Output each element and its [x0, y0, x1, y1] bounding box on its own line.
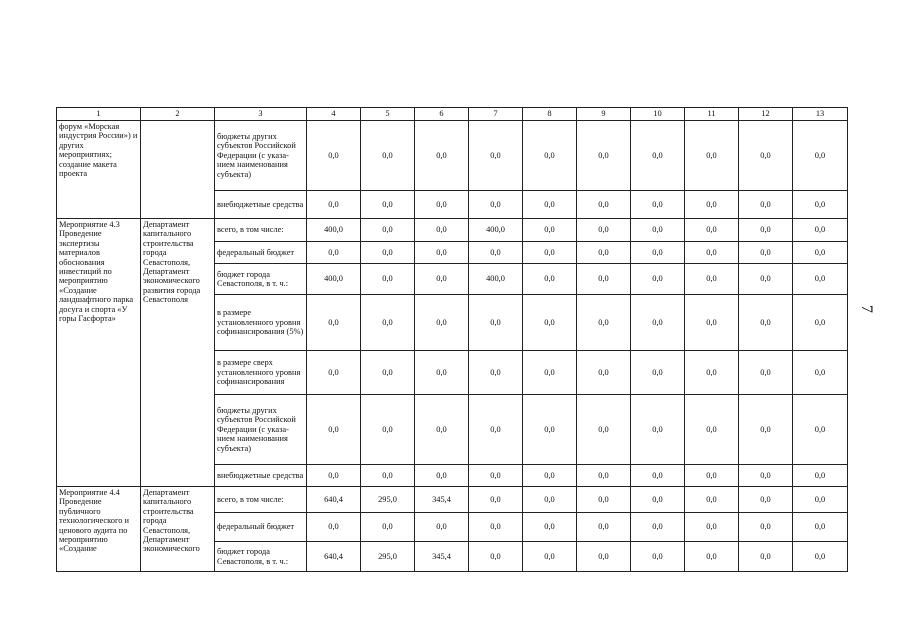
- funding-source-cell: бюджет города Севастополя, в т. ч.:: [215, 264, 307, 295]
- amount-cell: 0,0: [631, 465, 685, 487]
- amount-cell: 400,0: [307, 264, 361, 295]
- amount-cell: 0,0: [739, 264, 793, 295]
- amount-cell: 0,0: [631, 513, 685, 542]
- header-cell: 2: [141, 108, 215, 121]
- amount-cell: 0,0: [307, 395, 361, 465]
- amount-cell: 0,0: [523, 487, 577, 513]
- header-cell: 3: [215, 108, 307, 121]
- amount-cell: 0,0: [685, 513, 739, 542]
- amount-cell: 0,0: [739, 513, 793, 542]
- amount-cell: 0,0: [523, 295, 577, 351]
- amount-cell: 0,0: [631, 219, 685, 242]
- amount-cell: 0,0: [739, 465, 793, 487]
- amount-cell: 0,0: [685, 264, 739, 295]
- amount-cell: 295,0: [361, 487, 415, 513]
- amount-cell: 0,0: [361, 513, 415, 542]
- amount-cell: 0,0: [577, 242, 631, 264]
- amount-cell: 0,0: [523, 191, 577, 219]
- amount-cell: 0,0: [739, 191, 793, 219]
- amount-cell: 0,0: [523, 121, 577, 191]
- amount-cell: 0,0: [793, 219, 848, 242]
- amount-cell: 0,0: [361, 351, 415, 395]
- table-row: [57, 487, 848, 513]
- amount-cell: 0,0: [523, 219, 577, 242]
- amount-cell: 0,0: [685, 242, 739, 264]
- amount-cell: 0,0: [685, 219, 739, 242]
- amount-cell: 0,0: [415, 465, 469, 487]
- amount-cell: 640,4: [307, 542, 361, 572]
- amount-cell: 0,0: [631, 121, 685, 191]
- amount-cell: 0,0: [739, 219, 793, 242]
- amount-cell: 0,0: [415, 121, 469, 191]
- amount-cell: 0,0: [793, 351, 848, 395]
- amount-cell: 0,0: [577, 351, 631, 395]
- header-cell: 12: [739, 108, 793, 121]
- amount-cell: 0,0: [631, 295, 685, 351]
- funding-source-cell: всего, в том числе:: [215, 219, 307, 242]
- amount-cell: 0,0: [415, 295, 469, 351]
- activity-name-cell: форум «Морская индустрия России») и других мероприятиях; создание макета проекта: [57, 121, 141, 219]
- amount-cell: 0,0: [523, 513, 577, 542]
- amount-cell: 0,0: [793, 542, 848, 572]
- amount-cell: 0,0: [631, 351, 685, 395]
- amount-cell: 0,0: [307, 351, 361, 395]
- header-cell: 6: [415, 108, 469, 121]
- amount-cell: 0,0: [685, 295, 739, 351]
- responsible-executor-cell: [141, 121, 215, 219]
- header-cell: 13: [793, 108, 848, 121]
- funding-source-cell: всего, в том числе:: [215, 487, 307, 513]
- amount-cell: 0,0: [577, 542, 631, 572]
- amount-cell: 0,0: [307, 121, 361, 191]
- amount-cell: 0,0: [361, 219, 415, 242]
- amount-cell: 0,0: [793, 487, 848, 513]
- amount-cell: 0,0: [307, 295, 361, 351]
- amount-cell: 0,0: [523, 465, 577, 487]
- amount-cell: 0,0: [685, 465, 739, 487]
- amount-cell: 0,0: [469, 513, 523, 542]
- amount-cell: 0,0: [577, 219, 631, 242]
- amount-cell: 345,4: [415, 542, 469, 572]
- amount-cell: 0,0: [577, 465, 631, 487]
- header-cell: 9: [577, 108, 631, 121]
- amount-cell: 0,0: [523, 351, 577, 395]
- amount-cell: 0,0: [523, 395, 577, 465]
- header-cell: 8: [523, 108, 577, 121]
- amount-cell: 0,0: [361, 295, 415, 351]
- amount-cell: 0,0: [361, 264, 415, 295]
- amount-cell: 0,0: [307, 465, 361, 487]
- amount-cell: 0,0: [631, 542, 685, 572]
- amount-cell: 0,0: [739, 351, 793, 395]
- header-cell: 10: [631, 108, 685, 121]
- amount-cell: 0,0: [631, 242, 685, 264]
- header-cell: 1: [57, 108, 141, 121]
- table-row: [57, 121, 848, 191]
- amount-cell: 0,0: [523, 542, 577, 572]
- funding-source-cell: в размере сверх установленного уровня софинансирования: [215, 351, 307, 395]
- amount-cell: 0,0: [577, 264, 631, 295]
- funding-source-cell: федеральный бюджет: [215, 242, 307, 264]
- funding-source-cell: бюджет города Севастополя, в т. ч.:: [215, 542, 307, 572]
- amount-cell: 400,0: [469, 264, 523, 295]
- amount-cell: 0,0: [793, 513, 848, 542]
- amount-cell: 0,0: [685, 487, 739, 513]
- funding-source-cell: внебюджетные средства: [215, 191, 307, 219]
- amount-cell: 0,0: [739, 542, 793, 572]
- amount-cell: 0,0: [577, 395, 631, 465]
- amount-cell: 0,0: [361, 395, 415, 465]
- activity-name-cell: Мероприятие 4.4 Проведение публичного технологического и ценового аудита по мероприятию «Создание: [57, 487, 141, 572]
- funding-source-cell: внебюджетные средства: [215, 465, 307, 487]
- amount-cell: 0,0: [739, 121, 793, 191]
- amount-cell: 0,0: [415, 395, 469, 465]
- amount-cell: 0,0: [469, 121, 523, 191]
- activity-name-cell: Мероприятие 4.3 Проведение экспертизы материалов обоснования инвестиций по мероприятию «Создание ландшафтного парка досуга и спорта «У горы Гасфорта»: [57, 219, 141, 487]
- amount-cell: 0,0: [577, 295, 631, 351]
- amount-cell: 0,0: [793, 465, 848, 487]
- amount-cell: 400,0: [307, 219, 361, 242]
- header-cell: 7: [469, 108, 523, 121]
- amount-cell: 0,0: [415, 264, 469, 295]
- header-row: [57, 108, 848, 121]
- amount-cell: 400,0: [469, 219, 523, 242]
- amount-cell: 0,0: [523, 264, 577, 295]
- amount-cell: 0,0: [685, 121, 739, 191]
- amount-cell: 640,4: [307, 487, 361, 513]
- amount-cell: 0,0: [739, 295, 793, 351]
- amount-cell: 0,0: [469, 542, 523, 572]
- amount-cell: 0,0: [469, 465, 523, 487]
- header-cell: 11: [685, 108, 739, 121]
- amount-cell: 0,0: [793, 395, 848, 465]
- amount-cell: 0,0: [685, 542, 739, 572]
- funding-source-cell: федеральный бюджет: [215, 513, 307, 542]
- funding-source-cell: бюджеты других субъектов Российской Федерации (с указа-нием наименования субъекта): [215, 121, 307, 191]
- amount-cell: 0,0: [469, 295, 523, 351]
- amount-cell: 0,0: [631, 191, 685, 219]
- amount-cell: 0,0: [307, 191, 361, 219]
- amount-cell: 0,0: [361, 121, 415, 191]
- funding-table: [56, 107, 848, 572]
- responsible-executor-cell: Департамент капитального строительства города Севастополя, Департамент экономического: [141, 487, 215, 572]
- amount-cell: 345,4: [415, 487, 469, 513]
- amount-cell: 0,0: [415, 219, 469, 242]
- amount-cell: 0,0: [631, 487, 685, 513]
- amount-cell: 0,0: [577, 487, 631, 513]
- amount-cell: 0,0: [361, 465, 415, 487]
- header-cell: 4: [307, 108, 361, 121]
- amount-cell: 0,0: [577, 513, 631, 542]
- amount-cell: 0,0: [631, 264, 685, 295]
- amount-cell: 0,0: [415, 513, 469, 542]
- amount-cell: 0,0: [523, 242, 577, 264]
- funding-source-cell: бюджеты других субъектов Российской Федерации (с указа-нием наименования субъекта): [215, 395, 307, 465]
- amount-cell: 0,0: [577, 191, 631, 219]
- amount-cell: 0,0: [469, 351, 523, 395]
- amount-cell: 0,0: [793, 242, 848, 264]
- funding-source-cell: в размере установленного уровня софинансирования (5%): [215, 295, 307, 351]
- amount-cell: 0,0: [415, 191, 469, 219]
- amount-cell: 0,0: [469, 242, 523, 264]
- amount-cell: 0,0: [793, 121, 848, 191]
- header-cell: 5: [361, 108, 415, 121]
- amount-cell: 0,0: [361, 242, 415, 264]
- responsible-executor-cell: Департамент капитального строительства города Севастополя, Департамент экономического развития города Севастополя: [141, 219, 215, 487]
- amount-cell: 0,0: [685, 191, 739, 219]
- amount-cell: 0,0: [631, 395, 685, 465]
- amount-cell: 0,0: [577, 121, 631, 191]
- amount-cell: 0,0: [307, 513, 361, 542]
- amount-cell: 0,0: [685, 395, 739, 465]
- amount-cell: 0,0: [469, 487, 523, 513]
- table-row: [57, 219, 848, 242]
- amount-cell: 0,0: [469, 395, 523, 465]
- page-number: 7: [858, 305, 875, 313]
- amount-cell: 0,0: [739, 487, 793, 513]
- amount-cell: 0,0: [415, 351, 469, 395]
- amount-cell: 0,0: [739, 242, 793, 264]
- amount-cell: 0,0: [307, 242, 361, 264]
- amount-cell: 0,0: [739, 395, 793, 465]
- amount-cell: 0,0: [793, 264, 848, 295]
- amount-cell: 0,0: [793, 191, 848, 219]
- amount-cell: 295,0: [361, 542, 415, 572]
- amount-cell: 0,0: [469, 191, 523, 219]
- amount-cell: 0,0: [793, 295, 848, 351]
- amount-cell: 0,0: [361, 191, 415, 219]
- amount-cell: 0,0: [685, 351, 739, 395]
- amount-cell: 0,0: [415, 242, 469, 264]
